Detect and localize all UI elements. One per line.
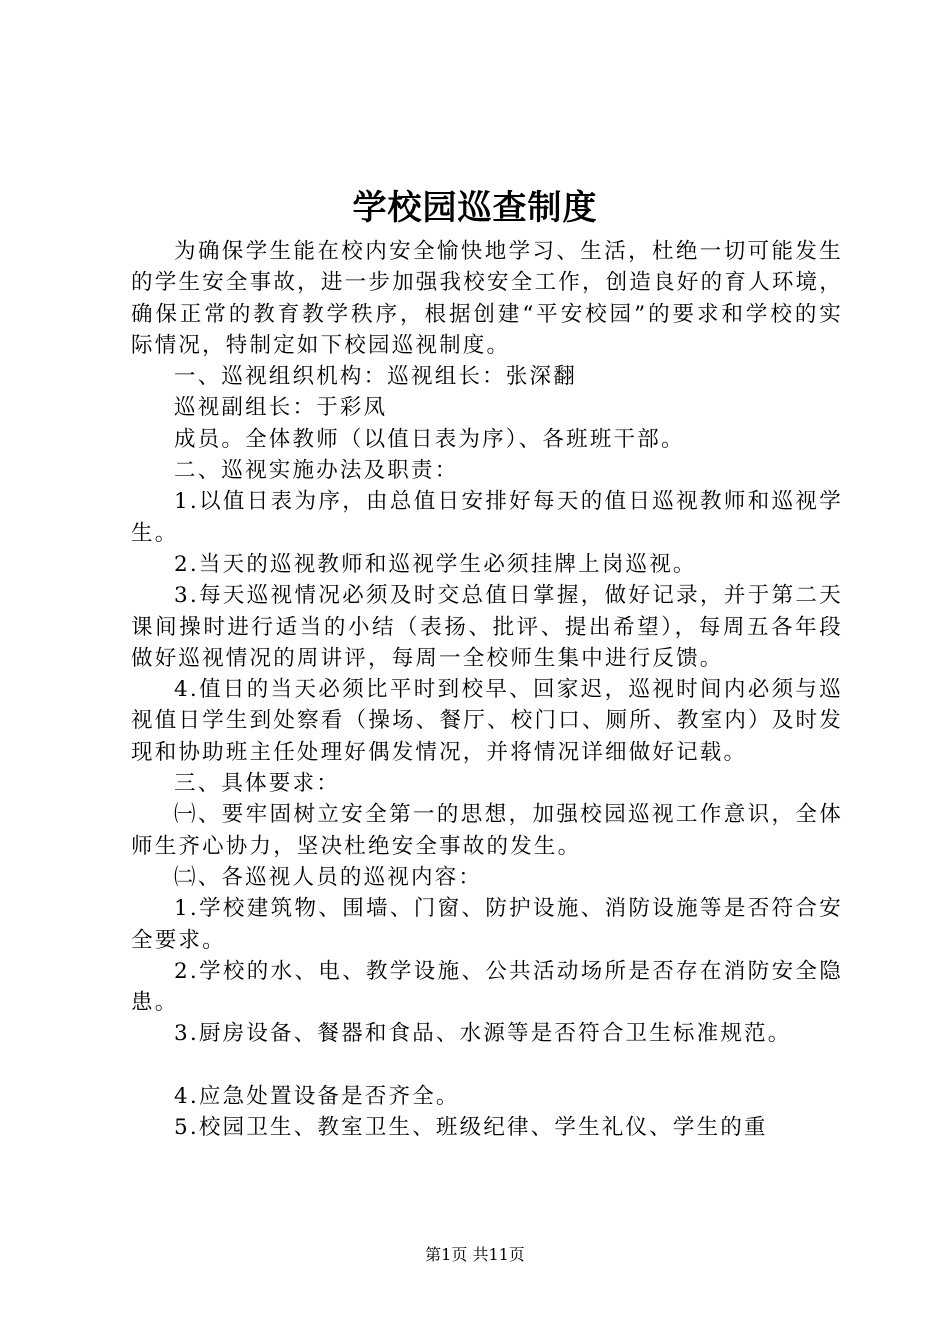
paragraph-item-2-3: 3.每天巡视情况必须及时交总值日掌握，做好记录，并于第二天课间操时进行适当的小结（表扬、批评、提出希望），每周五各年段做好巡视情况的周讲评，每周一全校师生集中进行反馈。 [131, 583, 843, 671]
paragraph-item-2-2: 2.当天的巡视教师和巡视学生必须挂牌上岗巡视。 [174, 551, 697, 577]
paragraph-intro: 为确保学生能在校内安全愉快地学习、生活，杜绝一切可能发生的学生安全事故，进一步加强我校安全工作，创造良好的育人环境，确保正常的教育教学秩序，根据创建“平安校园”的要求和学校的实际情况，特制定如下校园巡视制度。 [131, 239, 843, 358]
document-body [131, 236, 843, 1144]
page-number-footer: 第1页 共11页 [425, 1245, 525, 1264]
paragraph-requirement-2: ㈡、各巡视人员的巡视内容： [174, 864, 483, 890]
paragraph-section-2-heading: 二、巡视实施办法及职责： [174, 458, 459, 484]
paragraph-section-1-leader: 一、巡视组织机构：巡视组长：张深翻 [174, 364, 577, 390]
paragraph-requirement-1: ㈠、要牢固树立安全第一的思想，加强校园巡视工作意识，全体师生齐心协力，坚决杜绝安全事故的发生。 [131, 802, 843, 859]
paragraph-members: 成员。全体教师（以值日表为序）、各班班干部。 [174, 426, 685, 452]
page-title: 学校园巡查制度 [352, 188, 598, 228]
paragraph-check-item-1: 1.学校建筑物、围墙、门窗、防护设施、消防设施等是否符合安全要求。 [131, 896, 843, 953]
blank-line [131, 1050, 843, 1081]
paragraph-check-item-2: 2.学校的水、电、教学设施、公共活动场所是否存在消防安全隐患。 [131, 958, 843, 1016]
paragraph-item-2-4: 4.值日的当天必须比平时到校早、回家迟，巡视时间内必须与巡视值日学生到处察看（操场、餐厅、校门口、厕所、教室内）及时发现和协助班主任处理好偶发情况，并将情况详细做好记载。 [131, 677, 843, 765]
paragraph-item-2-1: 1.以值日表为序，由总值日安排好每天的值日巡视教师和巡视学生。 [131, 489, 843, 546]
paragraph-check-item-3: 3.厨房设备、餐器和食品、水源等是否符合卫生标准规范。 [174, 1021, 792, 1047]
paragraph-vice-leader: 巡视副组长：于彩凤 [174, 395, 388, 421]
paragraph-section-3-heading: 三、具体要求： [174, 771, 340, 797]
paragraph-check-item-4: 4.应急处置设备是否齐全。 [174, 1084, 460, 1110]
paragraph-check-item-5: 5.校园卫生、教室卫生、班级纪律、学生礼仪、学生的重 [174, 1115, 768, 1141]
